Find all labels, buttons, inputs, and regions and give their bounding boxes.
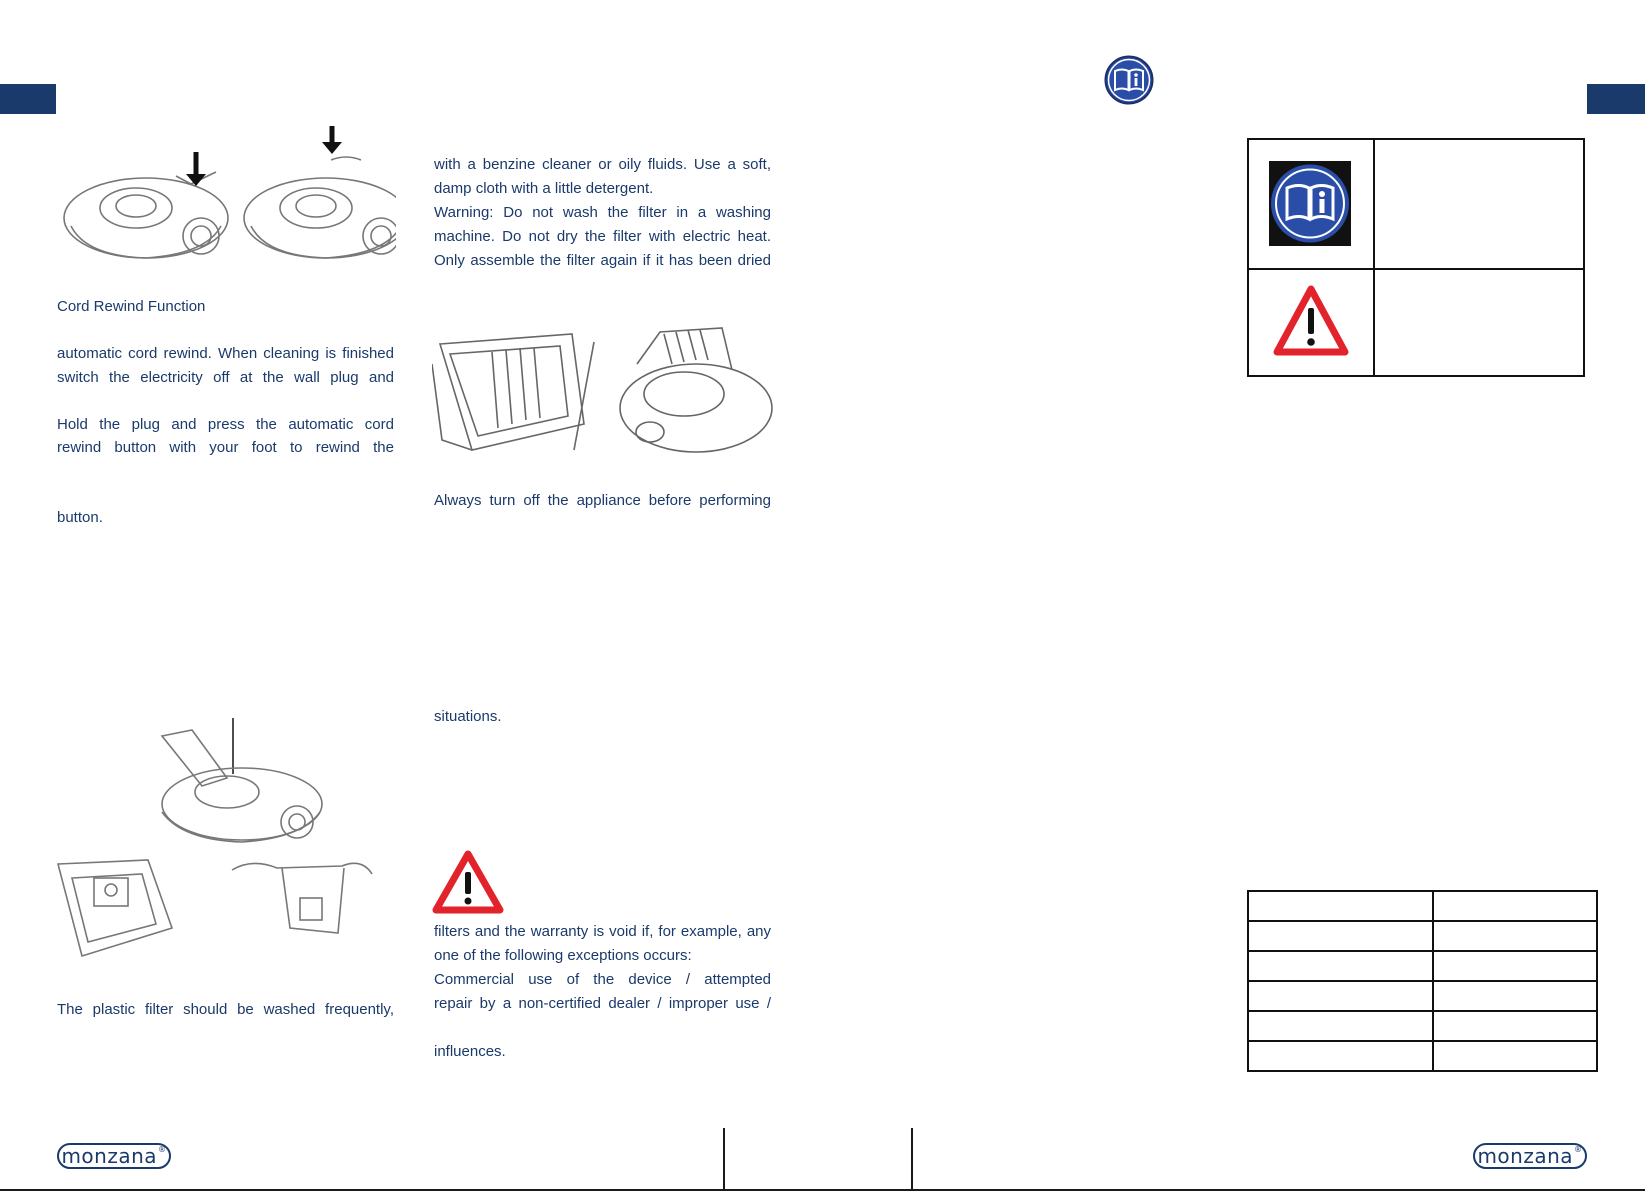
cord-para1-line1: automatic cord rewind. When cleaning is finished xyxy=(57,345,394,362)
spec-row xyxy=(1248,891,1597,921)
symbol-row-warning xyxy=(1249,270,1583,377)
monzana-logo-right xyxy=(1473,1143,1587,1169)
warning-triangle-icon xyxy=(1273,284,1349,363)
logo-reg: ® xyxy=(1574,1144,1583,1154)
warranty-line2: one of the following exceptions occurs: xyxy=(434,947,692,964)
page-divider-right xyxy=(911,1128,913,1191)
logo-text: monzana xyxy=(61,1144,158,1168)
page-divider-left xyxy=(723,1128,725,1191)
dust-bag-illustration xyxy=(52,718,388,974)
cord-para1-line2: switch the electricity off at the wall plug and xyxy=(57,369,394,386)
filter-warning-line5: Only assemble the filter again if it has been dried xyxy=(434,252,771,269)
footer-rule xyxy=(0,1189,1645,1191)
cord-para2-line1: Hold the plug and press the automatic cord xyxy=(57,416,394,433)
left-page-tab xyxy=(0,84,56,114)
info-manual-icon xyxy=(1104,55,1154,110)
filter-warning-line3: Warning: Do not wash the filter in a washing xyxy=(434,204,771,221)
warning-triangle-icon xyxy=(432,850,504,919)
symbol-cell-warning xyxy=(1249,270,1375,377)
spec-row xyxy=(1248,981,1597,1011)
cord-para3: button. xyxy=(57,509,103,526)
symbol-cell-info xyxy=(1249,140,1375,268)
warranty-line3: Commercial use of the device / attempted xyxy=(434,971,771,988)
cord-rewind-illustration xyxy=(56,126,396,272)
warranty-line4: repair by a non-certified dealer / improper use / xyxy=(434,995,771,1012)
symbol-row-info xyxy=(1249,140,1583,270)
logo-reg: ® xyxy=(158,1144,167,1154)
logo-text: monzana xyxy=(1477,1144,1574,1168)
cord-para2-line2: rewind button with your foot to rewind the xyxy=(57,439,394,456)
filter-care-line1: with a benzine cleaner or oily fluids. Use a soft, xyxy=(434,156,771,173)
specification-table xyxy=(1247,890,1598,1072)
spec-row xyxy=(1248,1011,1597,1041)
info-manual-icon xyxy=(1269,161,1351,251)
filter-removal-illustration xyxy=(432,324,774,460)
cord-rewind-heading: Cord Rewind Function xyxy=(57,298,206,315)
symbol-legend-table xyxy=(1247,138,1585,377)
situations-text: situations. xyxy=(434,708,502,725)
spec-row xyxy=(1248,951,1597,981)
warranty-line1: filters and the warranty is void if, for example, any xyxy=(434,923,771,940)
plastic-filter-text: The plastic filter should be washed frequently, xyxy=(57,1001,394,1018)
spec-row xyxy=(1248,1041,1597,1071)
right-page-tab xyxy=(1587,84,1645,114)
influences-text: influences. xyxy=(434,1043,506,1060)
filter-warning-line4: machine. Do not dry the filter with electric heat. xyxy=(434,228,771,245)
filter-care-line2: damp cloth with a little detergent. xyxy=(434,180,654,197)
monzana-logo-left xyxy=(57,1143,171,1169)
always-turn-off-line: Always turn off the appliance before performing xyxy=(434,492,771,509)
spec-row xyxy=(1248,921,1597,951)
